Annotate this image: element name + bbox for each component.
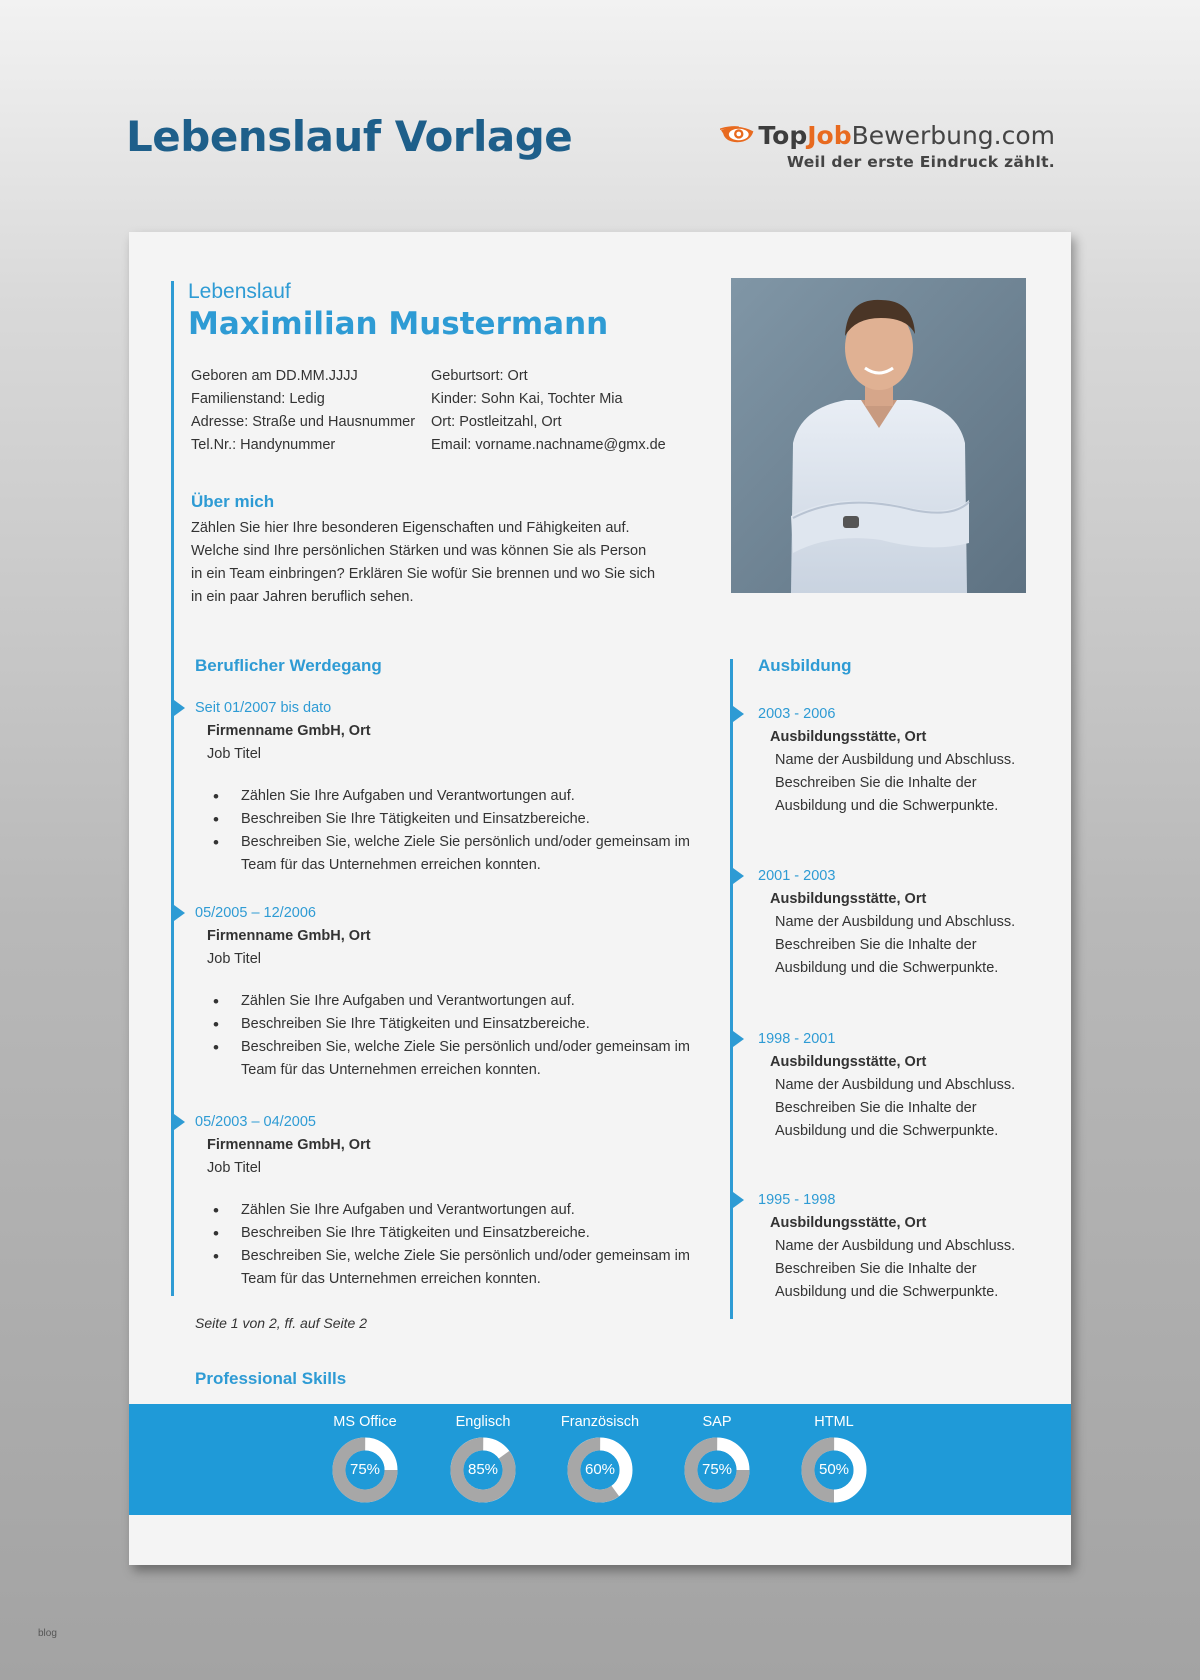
skills-band [129,1404,1071,1515]
skill-percent: 85% [467,1461,499,1478]
education-description: Name der Ausbildung und Abschluss. Beschreiben Sie die Inhalte der Ausbildung und die Schwerpunkte. [775,1238,1016,1300]
brand-tagline: Weil der erste Eindruck zählt. [786,153,1055,171]
skill-donut [566,1436,634,1504]
skill-percent: 75% [349,1461,381,1478]
education-date: 2003 - 2006 [758,706,836,722]
education-date: 1995 - 1998 [758,1192,836,1208]
job-date: Seit 01/2007 bis dato [195,700,332,716]
job-company: Firmenname GmbH, Ort [207,723,371,739]
education-description: Name der Ausbildung und Abschluss. Beschreiben Sie die Inhalte der Ausbildung und die Schwerpunkte. [775,914,1016,976]
info-birth: Geboren am DD.MM.JJJJ [191,368,358,384]
skill-name: MS Office [333,1414,397,1430]
job-entry [195,697,695,877]
job-bullets [195,990,695,1082]
timeline-marker [174,700,185,716]
education-entry [758,703,1028,818]
job-bullets [195,1199,695,1291]
skill-name: SAP [702,1414,732,1430]
brand-name: TopJobBewerbung.com [758,120,1055,150]
education-description: Name der Ausbildung und Abschluss. Beschreiben Sie die Inhalte der Ausbildung und die Schwerpunkte. [775,1077,1016,1139]
skill-item [433,1412,533,1504]
list-item: • Zählen Sie Ihre Aufgaben und Verantwortungen auf. [195,1199,695,1222]
profile-photo [731,278,1026,593]
timeline-marker [733,706,744,722]
list-item: • Beschreiben Sie, welche Ziele Sie persönlich und/oder gemeinsam im Team für das Unternehmen erreichen konnten. [195,1036,695,1082]
skills-title: Professional Skills [195,1369,347,1388]
job-date: 05/2005 – 12/2006 [195,905,316,921]
timeline-line-left [171,281,174,1296]
person-name: Maximilian Mustermann [188,306,609,342]
job-title: Job Titel [207,1160,261,1176]
education-school: Ausbildungsstätte, Ort [770,1054,927,1070]
list-item: • Zählen Sie Ihre Aufgaben und Verantwortungen auf. [195,785,695,808]
info-email: Email: vorname.nachname@gmx.de [431,437,666,453]
job-title: Job Titel [207,951,261,967]
skill-donut [449,1436,517,1504]
education-title: Ausbildung [758,656,852,675]
job-entry [195,902,695,1082]
skill-name: HTML [814,1414,854,1430]
timeline-marker [733,868,744,884]
skill-percent: 75% [701,1461,733,1478]
skill-percent: 60% [584,1461,616,1478]
job-title: Job Titel [207,746,261,762]
education-entry [758,865,1028,980]
cv-label: Lebenslauf [188,280,291,303]
list-item: • Beschreiben Sie Ihre Tätigkeiten und Einsatzbereiche. [195,808,695,831]
education-school: Ausbildungsstätte, Ort [770,1215,927,1231]
skill-donut [683,1436,751,1504]
footnote: blog [38,1628,57,1639]
about-text: Zählen Sie hier Ihre besonderen Eigenschaften und Fähigkeiten auf. Welche sind Ihre persönlichen Stärken und was können Sie als Person in ein Team einbringen? Erklären Sie wofür Sie brennen und wo Sie sich in ein paar Jahren beruflich sehen. [191,520,656,605]
info-birthplace: Geburtsort: Ort [431,368,528,384]
timeline-marker [733,1192,744,1208]
education-date: 2001 - 2003 [758,868,836,884]
timeline-line-right [730,659,733,1319]
cv-sheet [129,232,1071,1565]
eye-logo-icon [720,118,754,152]
list-item: • Beschreiben Sie Ihre Tätigkeiten und Einsatzbereiche. [195,1013,695,1036]
skill-donut [800,1436,868,1504]
list-item: • Beschreiben Sie, welche Ziele Sie persönlich und/oder gemeinsam im Team für das Unternehmen erreichen konnten. [195,831,695,877]
job-date: 05/2003 – 04/2005 [195,1114,316,1130]
list-item: • Zählen Sie Ihre Aufgaben und Verantwortungen auf. [195,990,695,1013]
personal-info-left [191,365,415,457]
page-title: Lebenslauf Vorlage [126,112,573,161]
education-school: Ausbildungsstätte, Ort [770,891,927,907]
timeline-marker [174,1114,185,1130]
info-children: Kinder: Sohn Kai, Tochter Mia [431,391,623,407]
education-school: Ausbildungsstätte, Ort [770,729,927,745]
skill-donut [331,1436,399,1504]
job-entry [195,1111,695,1291]
job-bullets [195,785,695,877]
info-phone: Tel.Nr.: Handynummer [191,437,336,453]
job-company: Firmenname GmbH, Ort [207,928,371,944]
education-entry [758,1028,1028,1143]
info-address: Adresse: Straße und Hausnummer [191,414,416,430]
person-portrait-icon [731,278,1026,593]
skill-name: Englisch [455,1414,511,1430]
skill-item [784,1412,884,1504]
job-company: Firmenname GmbH, Ort [207,1137,371,1153]
skill-item [667,1412,767,1504]
timeline-marker [733,1031,744,1047]
about-title: Über mich [191,492,275,511]
list-item: • Beschreiben Sie Ihre Tätigkeiten und Einsatzbereiche. [195,1222,695,1245]
education-entry [758,1189,1028,1304]
timeline-marker [174,905,185,921]
personal-info-right [431,365,666,457]
brand-logo[interactable] [720,118,1055,171]
skill-item [550,1412,650,1504]
skill-item [315,1412,415,1504]
list-item: • Beschreiben Sie, welche Ziele Sie persönlich und/oder gemeinsam im Team für das Unternehmen erreichen konnten. [195,1245,695,1291]
skill-name: Französisch [560,1414,640,1430]
info-marital-status: Familienstand: Ledig [191,391,325,407]
education-description: Name der Ausbildung und Abschluss. Beschreiben Sie die Inhalte der Ausbildung und die Schwerpunkte. [775,752,1016,814]
info-city: Ort: Postleitzahl, Ort [431,414,562,430]
page-note: Seite 1 von 2, ff. auf Seite 2 [195,1315,367,1331]
career-title: Beruflicher Werdegang [195,656,382,675]
skill-percent: 50% [818,1461,850,1478]
education-date: 1998 - 2001 [758,1031,836,1047]
